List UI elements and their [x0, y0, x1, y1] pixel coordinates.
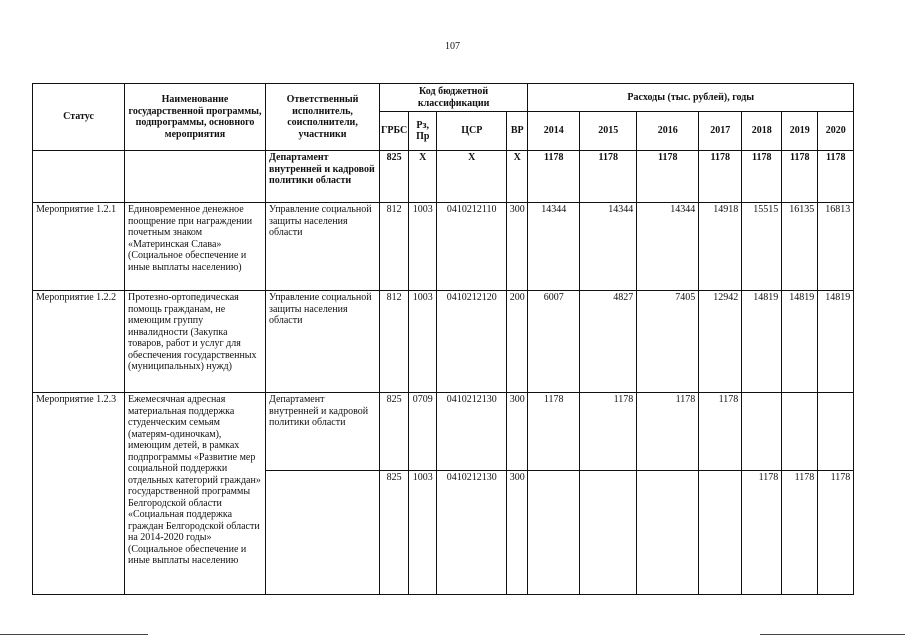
table-row [33, 291, 854, 393]
header-expenses-group: Расходы (тыс. рублей), годы [528, 84, 854, 112]
cell-value: 1178 [528, 393, 580, 471]
cell-csr: X [437, 151, 507, 203]
cell-value: 1178 [637, 393, 699, 471]
cell-responsible: Департамент внутренней и кадровой политики области [266, 151, 380, 203]
cell-vr: 300 [507, 471, 528, 595]
header-name: Наименование государственной программы, подпрограммы, основного мероприятия [125, 84, 266, 151]
table-row [33, 393, 854, 471]
cell-value [742, 393, 782, 471]
budget-table [32, 83, 854, 595]
cell-vr: 300 [507, 203, 528, 291]
header-year: 2019 [782, 112, 818, 151]
cell-value: 1178 [637, 151, 699, 203]
cell-responsible-empty [266, 471, 380, 595]
header-year: 2014 [528, 112, 580, 151]
cell-rzpr: X [409, 151, 437, 203]
cell-name: Протезно-ортопедическая помощь гражданам, не имеющим группу инвалидности (Закупка товаров, работ и услуг для обеспечения государственных (муниципальных) нужд) [125, 291, 266, 393]
cell-csr: 0410212110 [437, 203, 507, 291]
cell-status: Мероприятие 1.2.2 [33, 291, 125, 393]
cell-status [33, 151, 125, 203]
cell-name: Единовременное денежное поощрение при награждении почетным знаком «Материнская Слава» (Социальное обеспечение и иные выплаты населению) [125, 203, 266, 291]
header-year: 2016 [637, 112, 699, 151]
cell-name [125, 151, 266, 203]
scan-edge-line [760, 634, 905, 635]
cell-value [637, 471, 699, 595]
cell-value: 1178 [782, 471, 818, 595]
header-year: 2018 [742, 112, 782, 151]
cell-rzpr: 1003 [409, 203, 437, 291]
header-status: Статус [33, 84, 125, 151]
cell-value: 1178 [742, 151, 782, 203]
header-grbs: ГРБС [380, 112, 409, 151]
cell-vr: 300 [507, 393, 528, 471]
header-code-group: Код бюджетной классификации [380, 84, 528, 112]
cell-value: 1178 [580, 151, 637, 203]
cell-responsible: Департамент внутренней и кадровой политики области [266, 393, 380, 471]
cell-name: Ежемесячная адресная материальная поддержка студенческим семьям (матерям-одиночкам), имеющим детей, в рамках подпрограммы «Развитие мер социальной поддержки отдельных категорий граждан» государственной программы Белгородской области «Социальная поддержка граждан Белгородской области на 2014-2020 годы» (Социальное обеспечение и иные выплаты населению [125, 393, 266, 595]
cell-value: 14918 [699, 203, 742, 291]
cell-csr: 0410212130 [437, 471, 507, 595]
cell-grbs: 825 [380, 151, 409, 203]
cell-value: 14819 [782, 291, 818, 393]
cell-value: 1178 [528, 151, 580, 203]
cell-grbs: 825 [380, 393, 409, 471]
cell-csr: 0410212130 [437, 393, 507, 471]
cell-value [699, 471, 742, 595]
cell-csr: 0410212120 [437, 291, 507, 393]
cell-value [580, 471, 637, 595]
page-number: 107 [445, 41, 460, 52]
cell-vr: X [507, 151, 528, 203]
cell-value [528, 471, 580, 595]
cell-value [818, 393, 854, 471]
cell-value: 16135 [782, 203, 818, 291]
header-vr: ВР [507, 112, 528, 151]
cell-value: 14819 [742, 291, 782, 393]
header-year: 2020 [818, 112, 854, 151]
cell-value: 1178 [818, 471, 854, 595]
cell-rzpr: 1003 [409, 471, 437, 595]
header-year: 2017 [699, 112, 742, 151]
cell-vr: 200 [507, 291, 528, 393]
cell-value: 14344 [580, 203, 637, 291]
cell-value: 14344 [637, 203, 699, 291]
cell-grbs: 812 [380, 203, 409, 291]
cell-value: 14819 [818, 291, 854, 393]
cell-value: 6007 [528, 291, 580, 393]
cell-value [782, 393, 818, 471]
cell-value: 1178 [580, 393, 637, 471]
cell-value: 1178 [699, 151, 742, 203]
cell-grbs: 812 [380, 291, 409, 393]
cell-value: 4827 [580, 291, 637, 393]
cell-rzpr: 0709 [409, 393, 437, 471]
cell-status: Мероприятие 1.2.1 [33, 203, 125, 291]
cell-grbs: 825 [380, 471, 409, 595]
header-responsible: Ответственный исполнитель, соисполнители, участники [266, 84, 380, 151]
cell-rzpr: 1003 [409, 291, 437, 393]
table-row [33, 151, 854, 203]
header-rzpr: Рз, Пр [409, 112, 437, 151]
cell-responsible: Управление социальной защиты населения области [266, 203, 380, 291]
cell-value: 7405 [637, 291, 699, 393]
cell-status: Мероприятие 1.2.3 [33, 393, 125, 595]
cell-value: 15515 [742, 203, 782, 291]
scan-edge-line [0, 634, 148, 635]
cell-value: 1178 [699, 393, 742, 471]
table-row [33, 203, 854, 291]
cell-value: 1178 [742, 471, 782, 595]
header-year: 2015 [580, 112, 637, 151]
cell-value: 1178 [818, 151, 854, 203]
cell-value: 16813 [818, 203, 854, 291]
header-csr: ЦСР [437, 112, 507, 151]
cell-value: 12942 [699, 291, 742, 393]
cell-value: 14344 [528, 203, 580, 291]
cell-value: 1178 [782, 151, 818, 203]
cell-responsible: Управление социальной защиты населения области [266, 291, 380, 393]
